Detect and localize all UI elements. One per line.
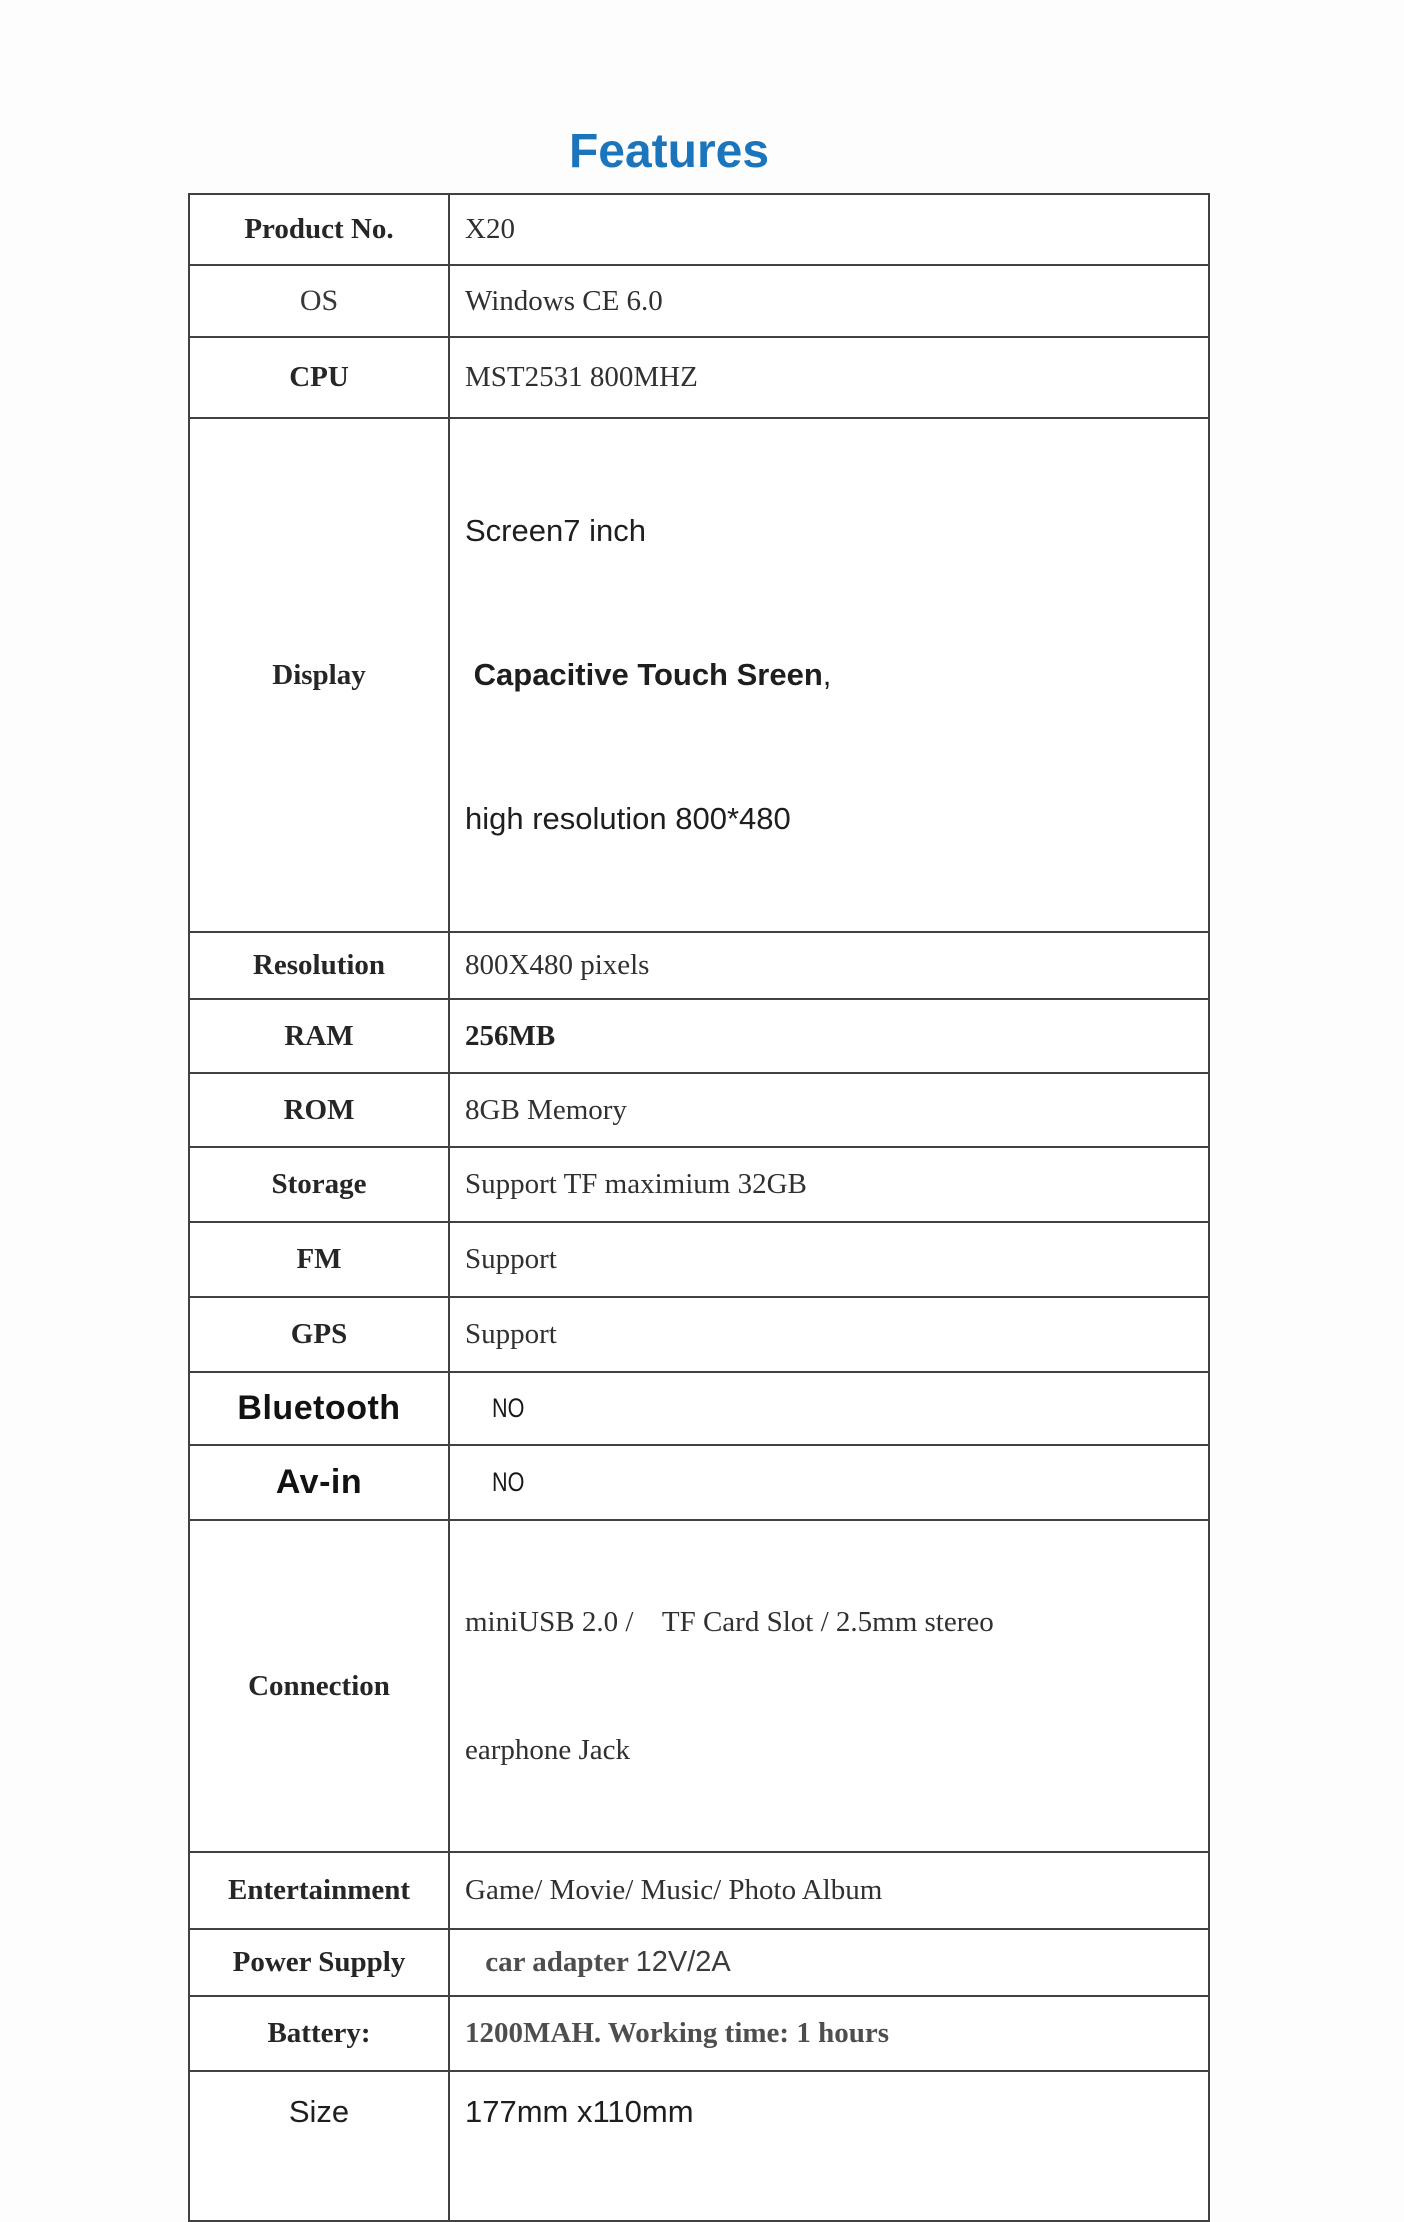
spec-row-os [189,265,1209,337]
spec-value: 8GB Memory [449,1073,1209,1147]
spec-value: Support TF maximium 32GB [449,1147,1209,1222]
spec-value [449,418,1209,932]
spec-label: Av-in [189,1445,449,1520]
spec-value: MST2531 800MHZ [449,337,1209,418]
spec-label: Power Supply [189,1929,449,1996]
spec-value: Game/ Movie/ Music/ Photo Album [449,1852,1209,1929]
spec-label: CPU [189,337,449,418]
spec-row-size [189,2071,1209,2221]
spec-row-display [189,418,1209,932]
spec-label: Product No. [189,194,449,265]
spec-row-av-in [189,1445,1209,1520]
spec-label: ROM [189,1073,449,1147]
spec-row-power-supply [189,1929,1209,1996]
spec-label: RAM [189,999,449,1073]
display-line-2: Capacitive Touch Sreen, [465,657,832,692]
spec-label: Entertainment [189,1852,449,1929]
spec-value: Windows CE 6.0 [449,265,1209,337]
spec-value: 177mm x110mm [449,2071,1209,2221]
spec-row-bluetooth [189,1372,1209,1445]
spec-value: car adapter 12V/2A [449,1929,1209,1996]
spec-value: Support [449,1222,1209,1297]
spec-label: FM [189,1222,449,1297]
spec-label: Size [189,2071,449,2221]
display-line-3: high resolution 800*480 [465,801,791,836]
spec-row-battery [189,1996,1209,2071]
spec-value: 1200MAH. Working time: 1 hours [449,1996,1209,2071]
spec-row-gps [189,1297,1209,1372]
spec-row-cpu [189,337,1209,418]
spec-label: Display [189,418,449,932]
spec-value: 256MB [449,999,1209,1073]
spec-label: Storage [189,1147,449,1222]
spec-value: NO [449,1372,1209,1445]
spec-row-resolution [189,932,1209,999]
spec-label: Resolution [189,932,449,999]
connection-line-1: miniUSB 2.0 / TF Card Slot / 2.5mm stereo [465,1606,994,1638]
spec-value: X20 [449,194,1209,265]
spec-row-connection [189,1520,1209,1852]
spec-row-entertainment [189,1852,1209,1929]
page-title: Features [568,125,770,178]
spec-value: NO [449,1445,1209,1520]
spec-label: Battery: [189,1996,449,2071]
spec-value: 800X480 pixels [449,932,1209,999]
spec-row-product-no [189,194,1209,265]
connection-line-2: earphone Jack [465,1734,631,1766]
spec-label: Connection [189,1520,449,1852]
spec-label: OS [189,265,449,337]
spec-value: Support [449,1297,1209,1372]
spec-row-fm [189,1222,1209,1297]
spec-row-rom [189,1073,1209,1147]
spec-value [449,1520,1209,1852]
display-line-1: Screen7 inch [465,513,646,548]
features-table [188,193,1210,2222]
spec-label: Bluetooth [189,1372,449,1445]
spec-row-ram [189,999,1209,1073]
spec-row-storage [189,1147,1209,1222]
spec-label: GPS [189,1297,449,1372]
